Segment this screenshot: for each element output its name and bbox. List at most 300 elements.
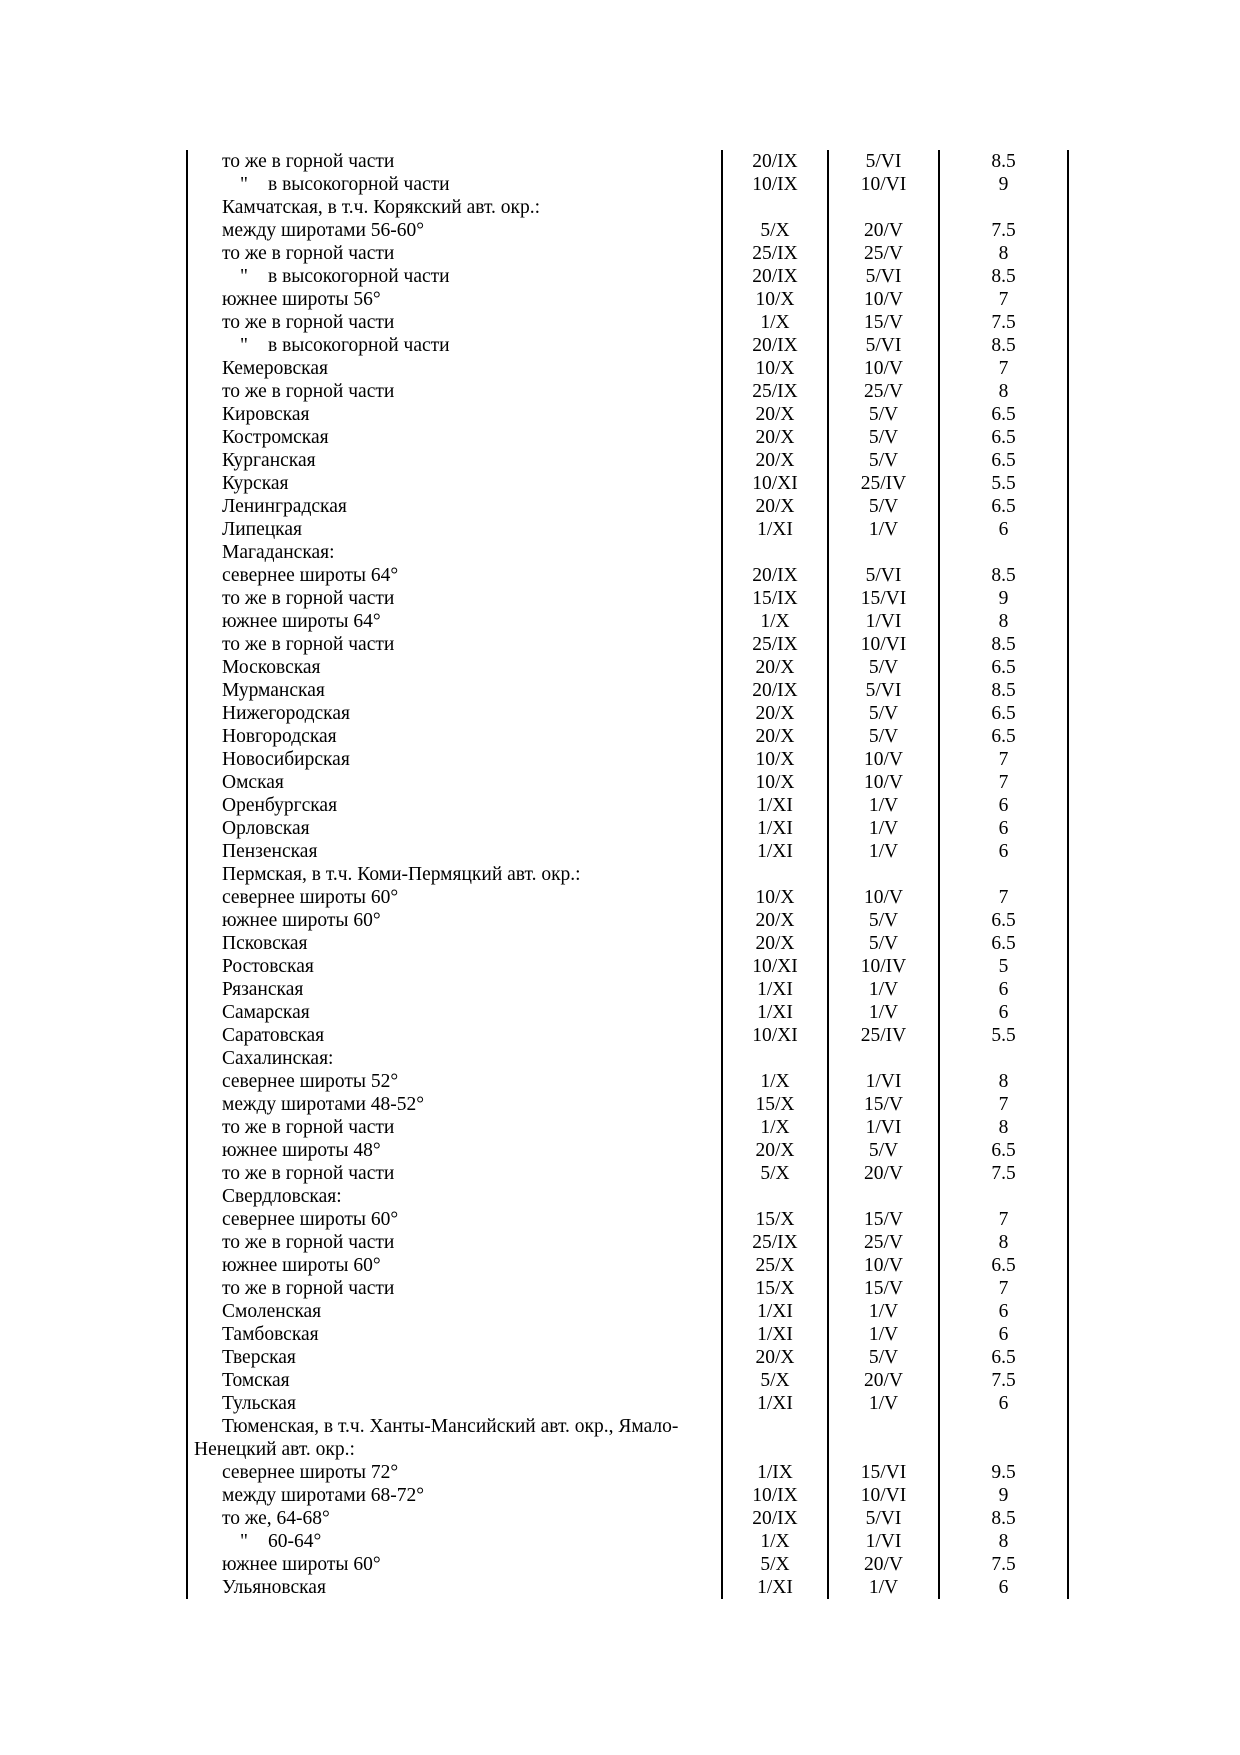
region-name: то же в горной части — [222, 151, 395, 172]
end-date-cell: 10/V — [828, 748, 939, 771]
table-row — [187, 1484, 1068, 1507]
table-row — [187, 449, 1068, 472]
end-date-cell — [828, 196, 939, 219]
start-date-cell: 1/X — [722, 311, 828, 334]
start-date-cell: 10/X — [722, 771, 828, 794]
region-name: Ульяновская — [222, 1577, 326, 1598]
start-date-cell: 20/X — [722, 932, 828, 955]
table-row — [187, 1001, 1068, 1024]
value-cell: 7 — [939, 357, 1068, 380]
table-row — [187, 978, 1068, 1001]
region-name: в высокогорной части — [268, 335, 450, 356]
region-cell — [187, 1576, 722, 1599]
region-name: то же в горной части — [222, 1117, 395, 1138]
region-cell — [187, 1070, 722, 1093]
value-cell: 6.5 — [939, 656, 1068, 679]
region-name: Костромская — [222, 427, 329, 448]
region-cell — [187, 610, 722, 633]
value-cell: 7 — [939, 771, 1068, 794]
region-name: Кемеровская — [222, 358, 328, 379]
end-date-cell — [828, 1415, 939, 1438]
value-cell: 7 — [939, 1277, 1068, 1300]
end-date-cell: 1/VI — [828, 1070, 939, 1093]
table-row — [187, 1231, 1068, 1254]
value-cell: 8.5 — [939, 334, 1068, 357]
end-date-cell: 5/V — [828, 426, 939, 449]
value-cell: 6 — [939, 794, 1068, 817]
region-name: севернее широты 72° — [222, 1462, 399, 1483]
value-cell: 6.5 — [939, 909, 1068, 932]
table-row — [187, 1507, 1068, 1530]
end-date-cell: 5/V — [828, 656, 939, 679]
start-date-cell: 20/IX — [722, 679, 828, 702]
region-name: то же в горной части — [222, 588, 395, 609]
start-date-cell: 10/XI — [722, 472, 828, 495]
end-date-cell: 25/V — [828, 1231, 939, 1254]
table-row — [187, 1093, 1068, 1116]
region-cell — [187, 1001, 722, 1024]
value-cell: 8.5 — [939, 265, 1068, 288]
region-name: Липецкая — [222, 519, 302, 540]
start-date-cell: 1/XI — [722, 978, 828, 1001]
end-date-cell: 15/V — [828, 1093, 939, 1116]
value-cell — [939, 1438, 1068, 1461]
table-row — [187, 541, 1068, 564]
end-date-cell: 10/V — [828, 771, 939, 794]
start-date-cell: 20/X — [722, 495, 828, 518]
region-cell — [187, 357, 722, 380]
start-date-cell: 20/IX — [722, 150, 828, 173]
value-cell: 8 — [939, 610, 1068, 633]
table-row — [187, 403, 1068, 426]
table-row — [187, 1139, 1068, 1162]
end-date-cell: 10/VI — [828, 1484, 939, 1507]
table-row — [187, 495, 1068, 518]
table-row — [187, 1392, 1068, 1415]
table-row — [187, 1369, 1068, 1392]
end-date-cell: 1/V — [828, 1576, 939, 1599]
end-date-cell: 10/VI — [828, 173, 939, 196]
region-cell — [187, 380, 722, 403]
end-date-cell: 5/V — [828, 909, 939, 932]
table-row — [187, 817, 1068, 840]
region-cell — [187, 1139, 722, 1162]
table-row — [187, 472, 1068, 495]
end-date-cell: 15/V — [828, 1208, 939, 1231]
value-cell: 7 — [939, 1093, 1068, 1116]
region-cell — [187, 311, 722, 334]
end-date-cell: 25/IV — [828, 472, 939, 495]
region-cell — [187, 1507, 722, 1530]
end-date-cell: 20/V — [828, 1553, 939, 1576]
end-date-cell: 5/VI — [828, 334, 939, 357]
region-cell — [187, 771, 722, 794]
region-name: Сахалинская: — [222, 1048, 334, 1069]
value-cell: 7.5 — [939, 311, 1068, 334]
value-cell: 7 — [939, 748, 1068, 771]
region-name: Кировская — [222, 404, 310, 425]
region-name: Саратовская — [222, 1025, 325, 1046]
region-name: между широтами 48-52° — [222, 1094, 425, 1115]
value-cell: 7.5 — [939, 219, 1068, 242]
table-row — [187, 886, 1068, 909]
region-name: севернее широты 60° — [222, 887, 399, 908]
start-date-cell: 10/IX — [722, 173, 828, 196]
table-row — [187, 1047, 1068, 1070]
end-date-cell — [828, 1047, 939, 1070]
value-cell — [939, 541, 1068, 564]
end-date-cell: 1/VI — [828, 1116, 939, 1139]
region-cell — [187, 1116, 722, 1139]
start-date-cell: 25/IX — [722, 1231, 828, 1254]
region-name: то же в горной части — [222, 1232, 395, 1253]
start-date-cell: 1/XI — [722, 1300, 828, 1323]
value-cell: 5.5 — [939, 472, 1068, 495]
start-date-cell: 20/IX — [722, 334, 828, 357]
region-cell — [187, 334, 722, 357]
region-name: Ростовская — [222, 956, 314, 977]
value-cell: 6 — [939, 1300, 1068, 1323]
start-date-cell: 1/XI — [722, 1001, 828, 1024]
start-date-cell: 10/X — [722, 288, 828, 311]
region-name: то же в горной части — [222, 1278, 395, 1299]
value-cell: 6.5 — [939, 725, 1068, 748]
table-row — [187, 288, 1068, 311]
value-cell: 7.5 — [939, 1162, 1068, 1185]
region-name: Камчатская, в т.ч. Корякский авт. окр.: — [222, 197, 541, 218]
end-date-cell: 1/VI — [828, 1530, 939, 1553]
region-name: Свердловская: — [222, 1186, 342, 1207]
value-cell: 7.5 — [939, 1553, 1068, 1576]
region-name: Томская — [222, 1370, 290, 1391]
start-date-cell: 20/X — [722, 1139, 828, 1162]
region-name: Тамбовская — [222, 1324, 319, 1345]
end-date-cell: 1/V — [828, 1300, 939, 1323]
region-name: между широтами 56-60° — [222, 220, 425, 241]
region-cell — [187, 1461, 722, 1484]
end-date-cell: 5/V — [828, 403, 939, 426]
region-cell — [187, 909, 722, 932]
region-cell — [187, 725, 722, 748]
end-date-cell: 25/V — [828, 242, 939, 265]
end-date-cell — [828, 863, 939, 886]
start-date-cell — [722, 1438, 828, 1461]
region-name: Нижегородская — [222, 703, 350, 724]
region-cell — [187, 173, 722, 196]
region-cell — [187, 1254, 722, 1277]
region-name: в высокогорной части — [268, 174, 450, 195]
region-name: то же в горной части — [222, 1163, 395, 1184]
region-name: 60-64° — [268, 1531, 322, 1552]
table-row — [187, 334, 1068, 357]
table-row — [187, 1415, 1068, 1438]
table-row — [187, 518, 1068, 541]
region-name: Новгородская — [222, 726, 337, 747]
region-cell — [187, 196, 722, 219]
region-cell — [187, 1231, 722, 1254]
region-cell — [187, 656, 722, 679]
climate-table — [186, 150, 1069, 1599]
region-cell — [187, 1438, 722, 1461]
table-row — [187, 311, 1068, 334]
value-cell: 6 — [939, 518, 1068, 541]
start-date-cell: 5/X — [722, 1162, 828, 1185]
table-row — [187, 1254, 1068, 1277]
region-name: Смоленская — [222, 1301, 322, 1322]
region-cell — [187, 242, 722, 265]
region-cell — [187, 932, 722, 955]
value-cell: 6.5 — [939, 932, 1068, 955]
start-date-cell: 10/XI — [722, 1024, 828, 1047]
value-cell: 6.5 — [939, 1254, 1068, 1277]
start-date-cell: 20/X — [722, 449, 828, 472]
start-date-cell — [722, 1047, 828, 1070]
table-row — [187, 1553, 1068, 1576]
table-body — [187, 150, 1068, 1599]
table-row — [187, 1346, 1068, 1369]
region-name: южнее широты 64° — [222, 611, 381, 632]
region-name: Ненецкий авт. окр.: — [194, 1439, 355, 1460]
region-name: южнее широты 60° — [222, 910, 381, 931]
end-date-cell: 5/V — [828, 449, 939, 472]
end-date-cell: 1/V — [828, 518, 939, 541]
start-date-cell: 1/X — [722, 1116, 828, 1139]
value-cell — [939, 1415, 1068, 1438]
start-date-cell: 5/X — [722, 1369, 828, 1392]
end-date-cell: 5/V — [828, 1139, 939, 1162]
end-date-cell: 25/IV — [828, 1024, 939, 1047]
start-date-cell: 20/X — [722, 909, 828, 932]
region-cell — [187, 817, 722, 840]
region-cell — [187, 472, 722, 495]
start-date-cell: 15/X — [722, 1277, 828, 1300]
value-cell: 6 — [939, 840, 1068, 863]
table-row — [187, 702, 1068, 725]
end-date-cell: 20/V — [828, 219, 939, 242]
region-cell — [187, 1553, 722, 1576]
region-cell — [187, 748, 722, 771]
region-cell — [187, 633, 722, 656]
table-row — [187, 1208, 1068, 1231]
region-name: Московская — [222, 657, 321, 678]
table-row — [187, 1438, 1068, 1461]
region-cell — [187, 1047, 722, 1070]
start-date-cell: 20/X — [722, 426, 828, 449]
end-date-cell: 1/V — [828, 1392, 939, 1415]
region-name: Омская — [222, 772, 284, 793]
table-row — [187, 909, 1068, 932]
end-date-cell: 1/V — [828, 1001, 939, 1024]
region-cell — [187, 1162, 722, 1185]
table-row — [187, 564, 1068, 587]
start-date-cell: 20/X — [722, 403, 828, 426]
end-date-cell: 15/V — [828, 1277, 939, 1300]
start-date-cell: 10/X — [722, 748, 828, 771]
value-cell: 8.5 — [939, 150, 1068, 173]
table-row — [187, 1024, 1068, 1047]
end-date-cell: 10/V — [828, 288, 939, 311]
start-date-cell: 20/X — [722, 1346, 828, 1369]
end-date-cell: 10/IV — [828, 955, 939, 978]
value-cell: 6 — [939, 978, 1068, 1001]
region-name: в высокогорной части — [268, 266, 450, 287]
region-cell — [187, 955, 722, 978]
end-date-cell: 1/VI — [828, 610, 939, 633]
region-name: Курганская — [222, 450, 316, 471]
region-name: Магаданская: — [222, 542, 335, 563]
value-cell: 6.5 — [939, 403, 1068, 426]
start-date-cell: 1/XI — [722, 1323, 828, 1346]
end-date-cell: 5/V — [828, 1346, 939, 1369]
region-name: Оренбургская — [222, 795, 338, 816]
table-row — [187, 955, 1068, 978]
region-name: то же, 64-68° — [222, 1508, 330, 1529]
value-cell: 8 — [939, 242, 1068, 265]
start-date-cell: 25/IX — [722, 633, 828, 656]
end-date-cell: 15/VI — [828, 587, 939, 610]
start-date-cell: 25/IX — [722, 380, 828, 403]
end-date-cell: 20/V — [828, 1369, 939, 1392]
value-cell: 6 — [939, 817, 1068, 840]
start-date-cell: 20/IX — [722, 564, 828, 587]
table-row — [187, 1162, 1068, 1185]
value-cell: 5 — [939, 955, 1068, 978]
region-cell — [187, 1484, 722, 1507]
start-date-cell — [722, 541, 828, 564]
start-date-cell: 1/X — [722, 610, 828, 633]
region-cell — [187, 840, 722, 863]
value-cell: 6.5 — [939, 449, 1068, 472]
start-date-cell: 10/X — [722, 886, 828, 909]
region-name: Орловская — [222, 818, 310, 839]
value-cell: 9 — [939, 1484, 1068, 1507]
region-cell — [187, 150, 722, 173]
start-date-cell: 10/XI — [722, 955, 828, 978]
region-name: Курская — [222, 473, 289, 494]
table-row — [187, 196, 1068, 219]
table-row — [187, 1277, 1068, 1300]
region-cell — [187, 1369, 722, 1392]
start-date-cell: 25/X — [722, 1254, 828, 1277]
end-date-cell: 1/V — [828, 817, 939, 840]
region-cell — [187, 978, 722, 1001]
start-date-cell: 1/XI — [722, 1392, 828, 1415]
region-name: Рязанская — [222, 979, 304, 1000]
start-date-cell: 15/IX — [722, 587, 828, 610]
start-date-cell: 10/X — [722, 357, 828, 380]
region-cell — [187, 794, 722, 817]
table-row — [187, 587, 1068, 610]
table-row — [187, 1116, 1068, 1139]
table-row — [187, 840, 1068, 863]
ditto-mark: " — [240, 1531, 248, 1552]
end-date-cell: 5/VI — [828, 150, 939, 173]
region-cell — [187, 1392, 722, 1415]
end-date-cell: 5/VI — [828, 1507, 939, 1530]
region-name: Тверская — [222, 1347, 296, 1368]
region-cell — [187, 863, 722, 886]
value-cell: 8 — [939, 1070, 1068, 1093]
value-cell: 6 — [939, 1392, 1068, 1415]
table-row — [187, 426, 1068, 449]
region-name: южнее широты 60° — [222, 1255, 381, 1276]
region-name: Псковская — [222, 933, 308, 954]
ditto-mark: " — [240, 266, 248, 287]
table-row — [187, 679, 1068, 702]
table-row — [187, 1070, 1068, 1093]
region-cell — [187, 1415, 722, 1438]
start-date-cell: 20/X — [722, 725, 828, 748]
value-cell: 6 — [939, 1576, 1068, 1599]
value-cell — [939, 1185, 1068, 1208]
value-cell: 8 — [939, 380, 1068, 403]
start-date-cell: 20/IX — [722, 1507, 828, 1530]
region-cell — [187, 1185, 722, 1208]
value-cell: 6.5 — [939, 702, 1068, 725]
value-cell: 9.5 — [939, 1461, 1068, 1484]
end-date-cell: 5/V — [828, 725, 939, 748]
start-date-cell: 1/XI — [722, 1576, 828, 1599]
table-row — [187, 771, 1068, 794]
value-cell: 7.5 — [939, 1369, 1068, 1392]
region-cell — [187, 886, 722, 909]
value-cell: 8 — [939, 1116, 1068, 1139]
value-cell: 7 — [939, 288, 1068, 311]
start-date-cell: 10/IX — [722, 1484, 828, 1507]
table-row — [187, 1300, 1068, 1323]
region-name: севернее широты 64° — [222, 565, 399, 586]
value-cell: 9 — [939, 587, 1068, 610]
table-row — [187, 150, 1068, 173]
region-name: между широтами 68-72° — [222, 1485, 425, 1506]
ditto-mark: " — [240, 174, 248, 195]
end-date-cell: 25/V — [828, 380, 939, 403]
start-date-cell: 5/X — [722, 1553, 828, 1576]
value-cell: 8 — [939, 1231, 1068, 1254]
end-date-cell: 20/V — [828, 1162, 939, 1185]
table-row — [187, 932, 1068, 955]
value-cell — [939, 196, 1068, 219]
region-cell — [187, 1208, 722, 1231]
table-row — [187, 173, 1068, 196]
value-cell: 6 — [939, 1323, 1068, 1346]
table-row — [187, 1461, 1068, 1484]
region-name: Пермская, в т.ч. Коми-Пермяцкий авт. окр.: — [222, 864, 581, 885]
region-cell — [187, 265, 722, 288]
table-row — [187, 1185, 1068, 1208]
start-date-cell — [722, 1415, 828, 1438]
region-name: Тульская — [222, 1393, 296, 1414]
region-name: южнее широты 60° — [222, 1554, 381, 1575]
value-cell: 5.5 — [939, 1024, 1068, 1047]
region-name: то же в горной части — [222, 634, 395, 655]
value-cell: 8.5 — [939, 679, 1068, 702]
value-cell: 6.5 — [939, 426, 1068, 449]
start-date-cell — [722, 1185, 828, 1208]
table-row — [187, 1323, 1068, 1346]
region-name: Мурманская — [222, 680, 325, 701]
table-row — [187, 380, 1068, 403]
value-cell: 7 — [939, 1208, 1068, 1231]
table-row — [187, 1530, 1068, 1553]
start-date-cell: 1/XI — [722, 817, 828, 840]
region-cell — [187, 403, 722, 426]
start-date-cell: 20/IX — [722, 265, 828, 288]
region-cell — [187, 587, 722, 610]
end-date-cell: 10/V — [828, 357, 939, 380]
end-date-cell: 15/VI — [828, 1461, 939, 1484]
region-cell — [187, 426, 722, 449]
